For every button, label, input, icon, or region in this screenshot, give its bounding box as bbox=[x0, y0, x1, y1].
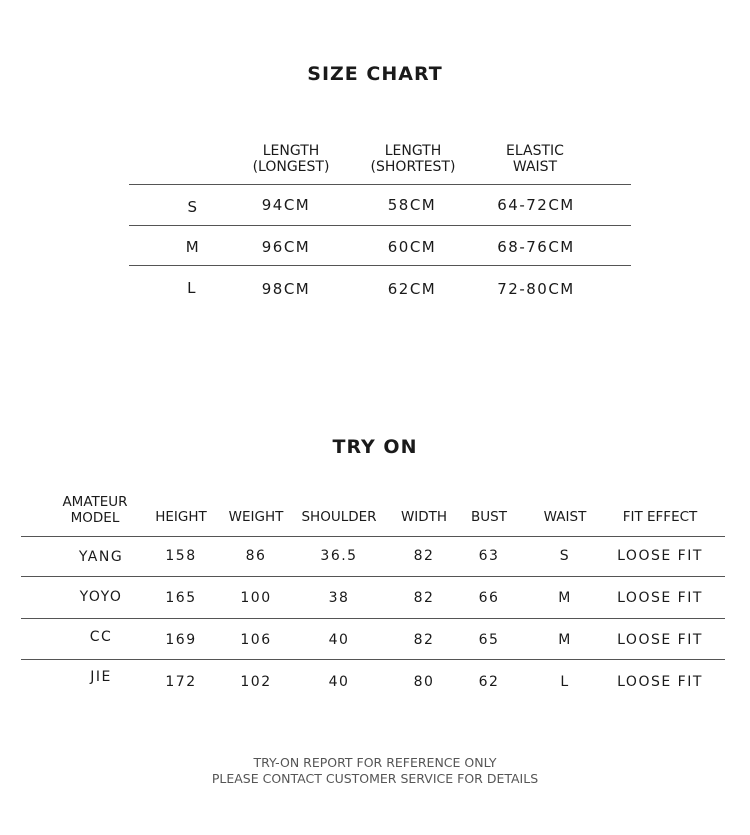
header-waist: WAIST bbox=[543, 509, 587, 525]
model-name: JIE bbox=[90, 669, 112, 685]
footer-line-contact: PLEASE CONTACT CUSTOMER SERVICE FOR DETAILS bbox=[211, 771, 539, 786]
header-line: (LONGEST) bbox=[252, 159, 330, 175]
footer-line-reference: TRY-ON REPORT FOR REFERENCE ONLY bbox=[253, 755, 497, 770]
elastic-waist-value: 64-72CM bbox=[497, 196, 575, 214]
header-line: WAIST bbox=[512, 159, 558, 175]
header-elastic-waist bbox=[506, 143, 564, 175]
fit-effect-value: LOOSE FIT bbox=[617, 590, 703, 606]
shoulder-value: 38 bbox=[328, 590, 350, 606]
header-line: AMATEUR bbox=[62, 494, 128, 510]
fit-effect-value: LOOSE FIT bbox=[617, 632, 703, 648]
header-width: WIDTH bbox=[400, 509, 448, 525]
fit-effect-value: LOOSE FIT bbox=[617, 674, 703, 690]
width-value: 80 bbox=[413, 674, 435, 690]
weight-value: 100 bbox=[240, 590, 272, 606]
width-value: 82 bbox=[413, 590, 435, 606]
bust-value: 66 bbox=[478, 590, 500, 606]
size-chart-title: SIZE CHART bbox=[307, 63, 443, 85]
size-label: M bbox=[185, 238, 201, 256]
width-value: 82 bbox=[413, 632, 435, 648]
header-height: HEIGHT bbox=[155, 509, 207, 525]
header-fit-effect: FIT EFFECT bbox=[622, 509, 698, 525]
header-amateur-model bbox=[62, 494, 127, 526]
length-shortest-value: 60CM bbox=[387, 238, 437, 256]
header-line: LENGTH bbox=[262, 143, 320, 159]
length-longest-value: 98CM bbox=[261, 280, 311, 298]
height-value: 172 bbox=[165, 674, 197, 690]
elastic-waist-value: 68-76CM bbox=[497, 238, 575, 256]
header-line: LENGTH bbox=[384, 143, 442, 159]
header-line: (SHORTEST) bbox=[370, 159, 456, 175]
waist-value: L bbox=[560, 674, 570, 690]
divider bbox=[21, 536, 725, 537]
waist-value: S bbox=[559, 548, 571, 564]
divider bbox=[129, 225, 631, 226]
bust-value: 65 bbox=[478, 632, 500, 648]
divider bbox=[129, 265, 631, 266]
model-name: CC bbox=[89, 629, 113, 645]
header-weight: WEIGHT bbox=[228, 509, 284, 525]
header-bust: BUST bbox=[471, 509, 507, 525]
width-value: 82 bbox=[413, 548, 435, 564]
model-name: YOYO bbox=[79, 589, 123, 605]
header-line: ELASTIC bbox=[506, 143, 564, 159]
header-line: MODEL bbox=[70, 510, 120, 526]
footer-note bbox=[0, 755, 750, 787]
divider bbox=[21, 576, 725, 577]
size-label: S bbox=[187, 198, 199, 216]
shoulder-value: 36.5 bbox=[320, 548, 358, 564]
length-shortest-value: 58CM bbox=[387, 196, 437, 214]
height-value: 165 bbox=[165, 590, 197, 606]
divider bbox=[129, 184, 631, 185]
shoulder-value: 40 bbox=[328, 632, 350, 648]
size-label: L bbox=[187, 279, 197, 297]
fit-effect-value: LOOSE FIT bbox=[617, 548, 703, 564]
waist-value: M bbox=[558, 632, 572, 648]
length-shortest-value: 62CM bbox=[387, 280, 437, 298]
height-value: 158 bbox=[165, 548, 197, 564]
header-shoulder: SHOULDER bbox=[301, 509, 377, 525]
divider bbox=[21, 659, 725, 660]
header-length-longest bbox=[253, 143, 330, 175]
shoulder-value: 40 bbox=[328, 674, 350, 690]
weight-value: 102 bbox=[240, 674, 272, 690]
divider bbox=[21, 618, 725, 619]
header-length-shortest bbox=[371, 143, 456, 175]
weight-value: 106 bbox=[240, 632, 272, 648]
elastic-waist-value: 72-80CM bbox=[497, 280, 575, 298]
waist-value: M bbox=[558, 590, 572, 606]
length-longest-value: 94CM bbox=[261, 196, 311, 214]
bust-value: 62 bbox=[478, 674, 500, 690]
model-name: YANG bbox=[78, 549, 124, 565]
length-longest-value: 96CM bbox=[261, 238, 311, 256]
try-on-title: TRY ON bbox=[332, 436, 418, 458]
height-value: 169 bbox=[165, 632, 197, 648]
bust-value: 63 bbox=[478, 548, 500, 564]
weight-value: 86 bbox=[245, 548, 267, 564]
